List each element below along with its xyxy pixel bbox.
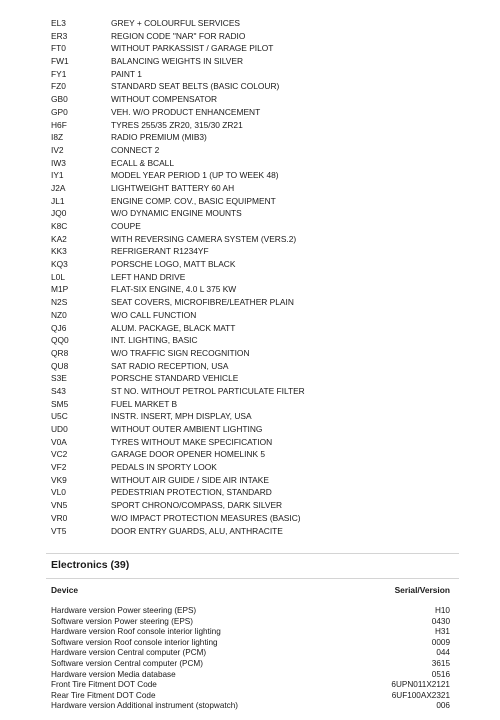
option-row <box>51 372 451 385</box>
option-code: KA2 <box>51 233 67 244</box>
option-code-list <box>51 17 451 537</box>
electronics-section-title: Electronics (39) <box>51 559 130 571</box>
option-code: L0L <box>51 271 65 282</box>
option-code: VK9 <box>51 474 67 485</box>
option-row <box>51 296 451 309</box>
option-code: QQ0 <box>51 335 69 346</box>
option-description: WITHOUT PARKASSIST / GARAGE PILOT <box>111 43 274 54</box>
option-description: INSTR. INSERT, MPH DISPLAY, USA <box>111 411 252 422</box>
option-code: J2A <box>51 182 66 193</box>
option-code: IV2 <box>51 144 64 155</box>
option-code: QU8 <box>51 360 69 371</box>
option-row <box>51 144 451 157</box>
option-row <box>51 68 451 81</box>
option-code: FW1 <box>51 56 69 67</box>
option-code: JL1 <box>51 195 65 206</box>
option-code: KK3 <box>51 246 67 257</box>
device-name: Software version Power steering (EPS) <box>51 616 193 626</box>
option-description: REGION CODE "NAR" FOR RADIO <box>111 30 246 41</box>
table-row <box>51 701 450 712</box>
option-description: SAT RADIO RECEPTION, USA <box>111 360 229 371</box>
option-row <box>51 207 451 220</box>
option-code: VT5 <box>51 525 67 536</box>
option-description: FLAT-SIX ENGINE, 4.0 L 375 KW <box>111 284 237 295</box>
option-code: VC2 <box>51 449 68 460</box>
serial-value: 6UF100AX2321 <box>391 690 450 700</box>
option-description: WITHOUT COMPENSATOR <box>111 94 218 105</box>
option-row <box>51 182 451 195</box>
option-description: WITHOUT AIR GUIDE / SIDE AIR INTAKE <box>111 474 269 485</box>
serial-value: 3615 <box>431 658 450 668</box>
option-description: BALANCING WEIGHTS IN SILVER <box>111 56 244 67</box>
option-description: VEH. W/O PRODUCT ENHANCEMENT <box>111 106 261 117</box>
option-code: UD0 <box>51 424 68 434</box>
device-name: Software version Roof console interior lighting <box>51 637 218 647</box>
option-description: ALUM. PACKAGE, BLACK MATT <box>111 322 236 333</box>
option-code: QJ6 <box>51 322 67 333</box>
device-name: Hardware version Roof console interior lighting <box>51 627 221 637</box>
option-description: WITH REVERSING CAMERA SYSTEM (VERS.2) <box>111 233 297 244</box>
option-row <box>51 93 451 106</box>
option-row <box>51 195 451 208</box>
option-row <box>51 245 451 258</box>
option-description: W/O CALL FUNCTION <box>111 309 197 320</box>
table-row <box>51 648 450 659</box>
option-code: VL0 <box>51 487 66 498</box>
option-row <box>51 512 451 525</box>
option-row <box>51 80 451 93</box>
option-description: STANDARD SEAT BELTS (BASIC COLOUR) <box>111 81 280 92</box>
option-row <box>51 157 451 170</box>
option-code: GP0 <box>51 106 68 117</box>
option-row <box>51 258 451 271</box>
option-description: COUPE <box>111 221 141 231</box>
option-description: PAINT 1 <box>111 68 142 79</box>
option-description: WITHOUT OUTER AMBIENT LIGHTING <box>111 424 263 434</box>
option-row <box>51 385 451 398</box>
option-code: U5C <box>51 411 68 422</box>
table-row <box>51 617 450 628</box>
table-row <box>51 638 450 649</box>
section-divider <box>46 553 459 554</box>
option-description: REFRIGERANT R1234YF <box>111 246 209 257</box>
device-name: Rear Tire Fitment DOT Code <box>51 690 156 700</box>
table-row <box>51 670 450 681</box>
option-code: VR0 <box>51 512 68 523</box>
option-description: PEDALS IN SPORTY LOOK <box>111 462 217 473</box>
option-description: FUEL MARKET B <box>111 398 178 409</box>
option-row <box>51 283 451 296</box>
option-description: INT. LIGHTING, BASIC <box>111 335 198 346</box>
option-code: S3E <box>51 373 67 384</box>
electronics-table-body <box>51 606 450 712</box>
option-row <box>51 271 451 284</box>
option-description: ECALL & BCALL <box>111 157 175 168</box>
option-description: ENGINE COMP. COV., BASIC EQUIPMENT <box>111 195 276 206</box>
option-row <box>51 486 451 499</box>
option-code: FZ0 <box>51 81 66 92</box>
table-row <box>51 659 450 670</box>
option-code: I8Z <box>51 132 64 143</box>
option-description: SEAT COVERS, MICROFIBRE/LEATHER PLAIN <box>111 297 294 308</box>
option-code: SM5 <box>51 398 69 409</box>
option-row <box>51 360 451 373</box>
option-description: TYRES 255/35 ZR20, 315/30 ZR21 <box>111 119 243 130</box>
device-name: Software version Central computer (PCM) <box>51 658 203 668</box>
option-row <box>51 525 451 538</box>
option-description: CONNECT 2 <box>111 144 160 155</box>
device-name: Hardware version Power steering (EPS) <box>51 606 197 615</box>
option-row <box>51 448 451 461</box>
option-code: KQ3 <box>51 259 68 270</box>
option-description: W/O DYNAMIC ENGINE MOUNTS <box>111 208 242 219</box>
option-row <box>51 334 451 347</box>
option-row <box>51 474 451 487</box>
option-row <box>51 499 451 512</box>
option-code: N2S <box>51 297 68 308</box>
option-row <box>51 436 451 449</box>
option-description: LEFT HAND DRIVE <box>111 271 186 282</box>
option-description: RADIO PREMIUM (MIB3) <box>111 132 207 143</box>
option-description: SPORT CHRONO/COMPASS, DARK SILVER <box>111 500 283 511</box>
option-row <box>51 17 451 30</box>
option-description: DOOR ENTRY GUARDS, ALU, ANTHRACITE <box>111 525 283 536</box>
option-code: S43 <box>51 385 66 396</box>
serial-value: 0009 <box>431 637 450 647</box>
option-code: FY1 <box>51 68 67 79</box>
option-row <box>51 410 451 423</box>
option-description: GREY + COLOURFUL SERVICES <box>111 18 240 28</box>
serial-value: 6UPN011X2121 <box>391 680 450 690</box>
serial-column-header: Serial/Version <box>394 585 450 595</box>
option-code: VF2 <box>51 462 67 473</box>
option-code: M1P <box>51 284 69 295</box>
option-description: PORSCHE STANDARD VEHICLE <box>111 373 239 384</box>
option-description: GARAGE DOOR OPENER HOMELINK 5 <box>111 449 266 460</box>
option-code: GB0 <box>51 94 68 105</box>
option-code: FT0 <box>51 43 66 54</box>
table-row <box>51 627 450 638</box>
table-row <box>51 606 450 617</box>
option-row <box>51 119 451 132</box>
serial-value: H10 <box>434 606 450 615</box>
device-column-header: Device <box>51 585 79 595</box>
device-name: Front Tire Fitment DOT Code <box>51 680 157 690</box>
option-code: ER3 <box>51 30 68 41</box>
option-row <box>51 131 451 144</box>
option-row <box>51 423 451 436</box>
option-row <box>51 398 451 411</box>
option-description: W/O TRAFFIC SIGN RECOGNITION <box>111 347 250 358</box>
option-code: QR8 <box>51 347 69 358</box>
option-code: NZ0 <box>51 309 67 320</box>
option-code: JQ0 <box>51 208 67 219</box>
option-row <box>51 461 451 474</box>
option-description: PORSCHE LOGO, MATT BLACK <box>111 259 236 270</box>
option-row <box>51 42 451 55</box>
serial-value: 006 <box>436 701 450 711</box>
option-row <box>51 309 451 322</box>
option-row <box>51 55 451 68</box>
serial-value: 0430 <box>431 616 450 626</box>
option-description: PEDESTRIAN PROTECTION, STANDARD <box>111 487 272 498</box>
table-row <box>51 691 450 702</box>
option-row <box>51 169 451 182</box>
table-row <box>51 680 450 691</box>
option-row <box>51 233 451 246</box>
option-code: VN5 <box>51 500 68 511</box>
device-name: Hardware version Additional instrument (stopwatch) <box>51 701 239 711</box>
option-description: W/O IMPACT PROTECTION MEASURES (BASIC) <box>111 512 301 523</box>
option-row <box>51 30 451 43</box>
option-row <box>51 220 451 233</box>
serial-value: 0516 <box>431 669 450 679</box>
option-code: H6F <box>51 119 67 130</box>
table-top-divider <box>46 578 459 579</box>
option-code: V0A <box>51 436 67 447</box>
device-name: Hardware version Media database <box>51 669 176 679</box>
option-code: EL3 <box>51 18 66 28</box>
serial-value: 044 <box>436 648 450 658</box>
option-row <box>51 347 451 360</box>
option-description: TYRES WITHOUT MAKE SPECIFICATION <box>111 436 273 447</box>
option-code: IW3 <box>51 157 66 168</box>
option-row <box>51 322 451 335</box>
option-row <box>51 106 451 119</box>
option-description: LIGHTWEIGHT BATTERY 60 AH <box>111 182 235 193</box>
serial-value: H31 <box>434 627 450 637</box>
device-name: Hardware version Central computer (PCM) <box>51 648 207 658</box>
option-description: MODEL YEAR PERIOD 1 (UP TO WEEK 48) <box>111 170 279 181</box>
option-code: K8C <box>51 221 68 231</box>
option-code: IY1 <box>51 170 64 181</box>
option-description: ST NO. WITHOUT PETROL PARTICULATE FILTER <box>111 385 305 396</box>
